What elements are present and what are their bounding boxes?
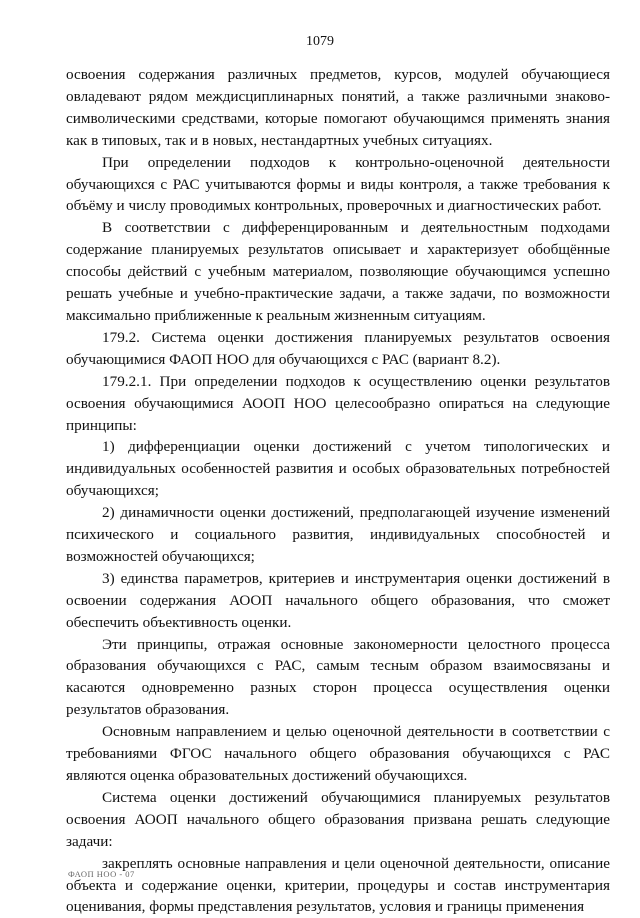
document-body <box>66 64 610 918</box>
paragraph: 179.2.1. При определении подходов к осуществлению оценки результатов освоения обучающимися АООП НОО целесообразно опираться на следующие принципы: <box>66 372 610 434</box>
paragraph: закреплять основные направления и цели оценочной деятельности, описание объекта и содержание оценки, критерии, процедуры и состав инструментария оценивания, формы представления результатов, условия и границы применения <box>66 854 610 916</box>
page-number: 1079 <box>306 34 334 49</box>
paragraph: 3) единства параметров, критериев и инструментария оценки достижений в освоении содержания АООП начального общего образования, что сможет обеспечить объективность оценки. <box>66 569 610 631</box>
paragraph: 179.2. Система оценки достижения планируемых результатов освоения обучающимися ФАОП НОО для обучающихся с РАС (вариант 8.2). <box>66 328 610 368</box>
paragraph: Основным направлением и целью оценочной деятельности в соответствии с требованиями ФГОС начального общего образования обучающихся с РАС являются оценка образовательных достижений обучающихся. <box>66 723 610 784</box>
paragraph: Эти принципы, отражая основные закономерности целостного процесса образования обучающихся с РАС, самым тесным образом взаимосвязаны и касаются одновременно разных сторон процесса осуществления оценки результатов образования. <box>66 635 610 719</box>
paragraph: При определении подходов к контрольно-оценочной деятельности обучающихся с РАС учитываются формы и виды контроля, а также требования к объёму и числу проводимых контрольных, проверочных и диагностических работ. <box>66 153 610 215</box>
page-footer: ФАОП НОО - 07 <box>68 869 135 879</box>
paragraph: Система оценки достижений обучающимися планируемых результатов освоения АООП начального общего образования призвана решать следующие задачи: <box>66 788 610 850</box>
paragraph: В соответствии с дифференцированным и деятельностным подходами содержание планируемых результатов описывает и характеризует обобщённые способы действий с учебным материалом, позволяющие обучающимся успешно решать учебные и учебно-практические задачи, а также задачи, по возможности максимально приближенные к реальным жизненным ситуациям. <box>66 219 610 324</box>
paragraph: 2) динамичности оценки достижений, предполагающей изучение изменений психического и социального развития, индивидуальных способностей и возможностей обучающихся; <box>66 504 610 565</box>
paragraph: 1) дифференциации оценки достижений с учетом типологических и индивидуальных особенностей развития и особых образовательных потребностей обучающихся; <box>66 438 610 500</box>
paragraph: освоения содержания различных предметов, курсов, модулей обучающиеся овладевают рядом междисциплинарных понятий, а также различными знаково-символическими средствами, которые помогают обучающимся применять знания как в типовых, так и в новых, нестандартных учебных ситуациях. <box>66 66 610 149</box>
